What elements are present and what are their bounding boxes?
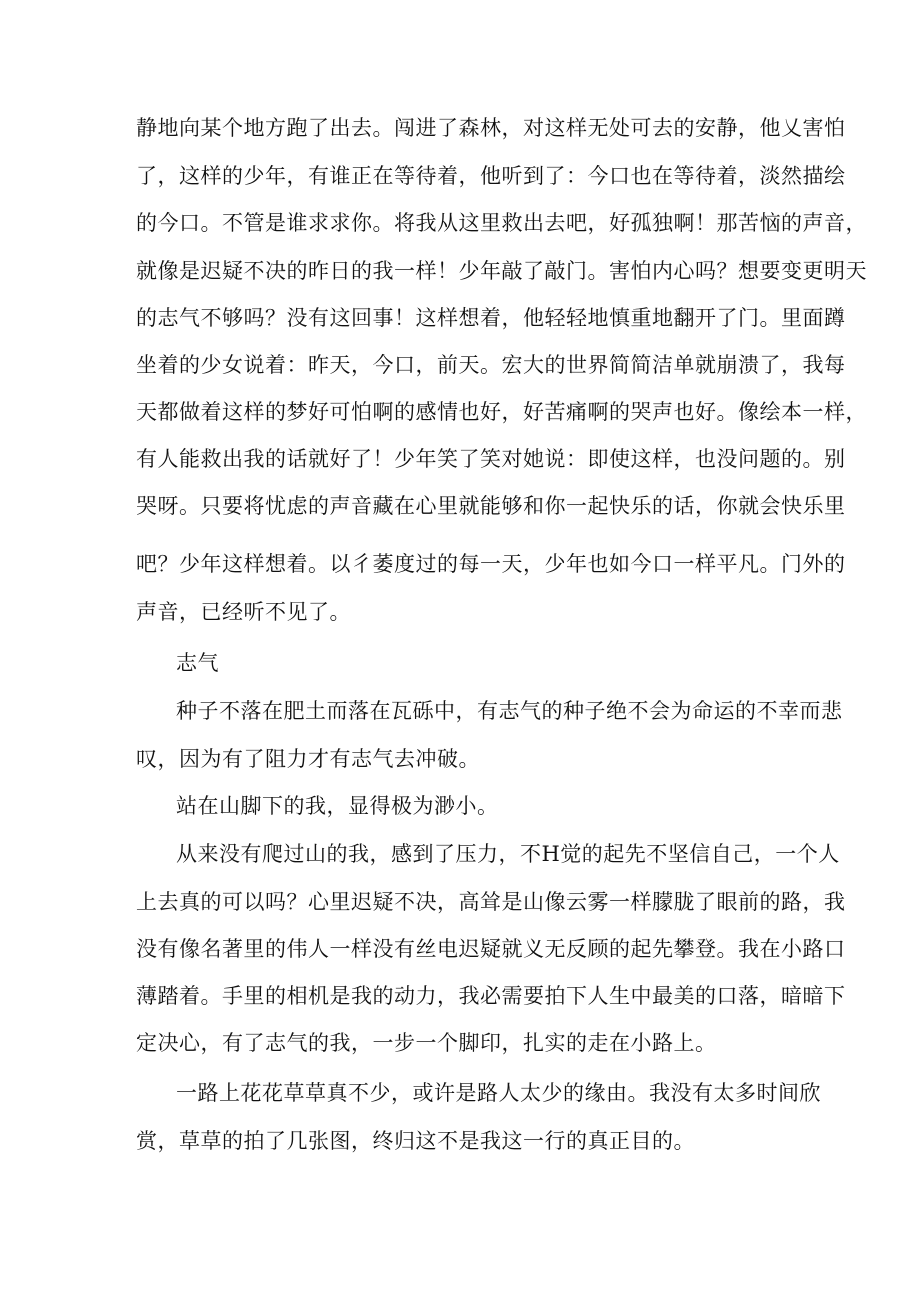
paragraph-1-line-2: 了，这样的少年，有谁正在等待着，他听到了：今口也在等待着，淡然描绘 xyxy=(136,164,846,188)
paragraph-1-line-3: 的今口。不管是谁求求你。将我从这里救出去吧，好孤独啊！那苦恼的声音， xyxy=(136,211,867,235)
paragraph-1-line-6: 坐着的少女说着：昨天，今口，前天。宏大的世界简简洁单就崩溃了，我每 xyxy=(136,353,846,377)
paragraph-1-line-4: 就像是迟疑不决的昨日的我一样！少年敲了敲门。害怕内心吗？想要变更明天 xyxy=(136,259,867,283)
paragraph-4-line-4: 薄踏着。手里的相机是我的动力，我必需要拍下人生中最美的口落，暗暗下 xyxy=(136,984,846,1008)
paragraph-1-line-8: 有人能救出我的话就好了！少年笑了笑对她说：即使这样，也没问题的。别 xyxy=(136,447,846,471)
paragraph-5-line-2: 赏，草草的拍了几张图，终归这不是我这一行的真正目的。 xyxy=(136,1129,695,1153)
paragraph-1-line-7: 天都做着这样的梦好可怕啊的感情也好，好苦痛啊的哭声也好。像绘本一样， xyxy=(136,400,867,424)
paragraph-5-line-1: 一路上花花草草真不少，或许是路人太少的缘由。我没有太多时间欣 xyxy=(176,1081,821,1105)
paragraph-1-line-11: 声音，已经听不见了。 xyxy=(136,600,351,624)
paragraph-1-line-1: 静地向某个地方跑了出去。闯进了森林，对这样无处可去的安静，他乂害怕 xyxy=(136,116,846,140)
paragraph-2-line-2: 叹，因为有了阻力才有志气去冲破。 xyxy=(136,747,480,771)
paragraph-1-line-9: 哭呀。只要将忧虑的声音藏在心里就能够和你一起快乐的话，你就会快乐里 xyxy=(136,494,846,518)
paragraph-2-line-1: 种子不落在肥土而落在瓦砾中，有志气的种子绝不会为命运的不幸而悲 xyxy=(176,699,843,723)
paragraph-1-line-5: 的志气不够吗？没有这回事！这样想着，他轻轻地慎重地翻开了门。里面蹲 xyxy=(136,306,846,330)
paragraph-4-line-2: 上去真的可以吗？心里迟疑不决，高耸是山像云雾一样朦胧了眼前的路，我 xyxy=(136,890,846,914)
paragraph-4-line-5: 定决心，有了志气的我，一步一个脚印，扎实的走在小路上。 xyxy=(136,1031,717,1055)
section-heading: 志气 xyxy=(176,651,219,675)
paragraph-4-line-3: 没有像名著里的伟人一样没有丝电迟疑就义无反顾的起先攀登。我在小路口 xyxy=(136,937,846,961)
paragraph-3-line-1: 站在山脚下的我，显得极为渺小。 xyxy=(176,794,499,818)
paragraph-1-line-10: 吧？少年这样想着。以彳萎度过的每一天，少年也如今口一样平凡。门外的 xyxy=(136,552,846,576)
paragraph-4-line-1: 从来没有爬过山的我，感到了压力，不H觉的起先不坚信自己，一个人 xyxy=(176,842,840,866)
